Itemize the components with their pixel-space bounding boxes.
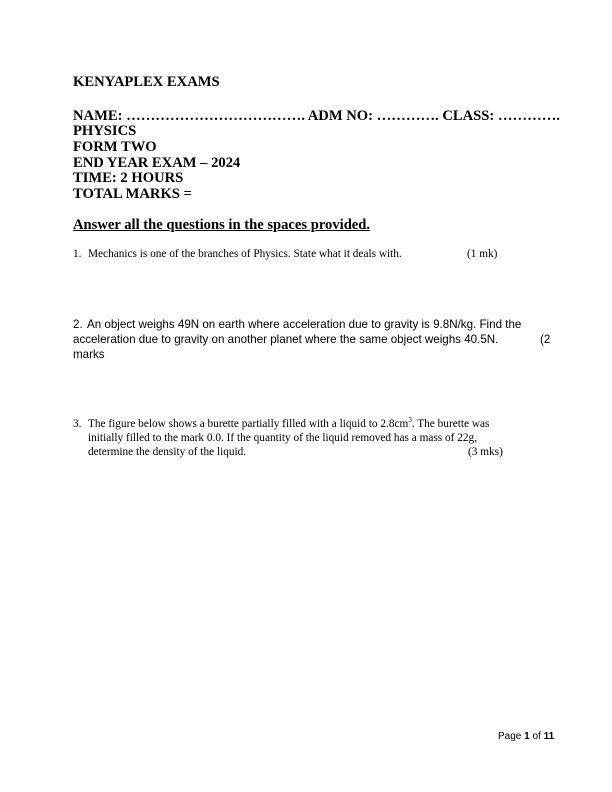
exam-title: END YEAR EXAM – 2024 bbox=[73, 155, 241, 171]
page-total: 11 bbox=[543, 731, 555, 742]
page-current: 1 bbox=[524, 731, 530, 742]
exam-duration: TIME: 2 HOURS bbox=[73, 170, 184, 186]
question-text-line-3: determine the density of the liquid. bbox=[88, 446, 247, 458]
superscript: 3 bbox=[408, 416, 412, 425]
instructions: Answer all the questions in the spaces provided. bbox=[73, 217, 371, 233]
question-text-line-1 bbox=[88, 418, 489, 431]
question-marks-continued: marks bbox=[73, 348, 105, 361]
question-text-line-2: initially filled to the mark 0.0. If the quantity of the liquid removed has a mass of 22g, bbox=[88, 432, 478, 444]
question-number: 3. bbox=[73, 418, 82, 430]
page-number bbox=[498, 731, 554, 743]
adm-field: …………. bbox=[376, 108, 439, 124]
of-label: of bbox=[532, 731, 541, 742]
question-text: Mechanics is one of the branches of Physics. State what it deals with. bbox=[88, 248, 402, 260]
name-field: ………………………………. bbox=[126, 108, 305, 124]
subject: PHYSICS bbox=[73, 123, 137, 139]
class-label: CLASS: bbox=[442, 108, 495, 124]
student-info-line bbox=[73, 108, 560, 124]
question-text-line-1: An object weighs 49N on earth where acceleration due to gravity is 9.8N/kg. Find the bbox=[87, 318, 522, 331]
form-level: FORM TWO bbox=[73, 139, 157, 155]
question-text-line-2: acceleration due to gravity on another planet where the same object weighs 40.5N. bbox=[73, 333, 499, 346]
school-name: KENYAPLEX EXAMS bbox=[73, 74, 220, 90]
question-marks: (1 mk) bbox=[467, 248, 498, 260]
question-number: 1. bbox=[73, 248, 82, 260]
class-field: …………. bbox=[497, 108, 560, 124]
question-number: 2. bbox=[73, 318, 83, 331]
text: . The burette was bbox=[411, 418, 490, 430]
question-marks: (3 mks) bbox=[468, 446, 503, 458]
name-label: NAME: bbox=[73, 108, 123, 124]
total-marks: TOTAL MARKS = bbox=[73, 186, 192, 202]
text: The figure below shows a burette partially filled with a liquid to 2.8cm bbox=[88, 418, 409, 430]
page-label: Page bbox=[498, 731, 522, 742]
adm-label: ADM NO: bbox=[307, 108, 373, 124]
question-marks: (2 bbox=[540, 333, 551, 346]
